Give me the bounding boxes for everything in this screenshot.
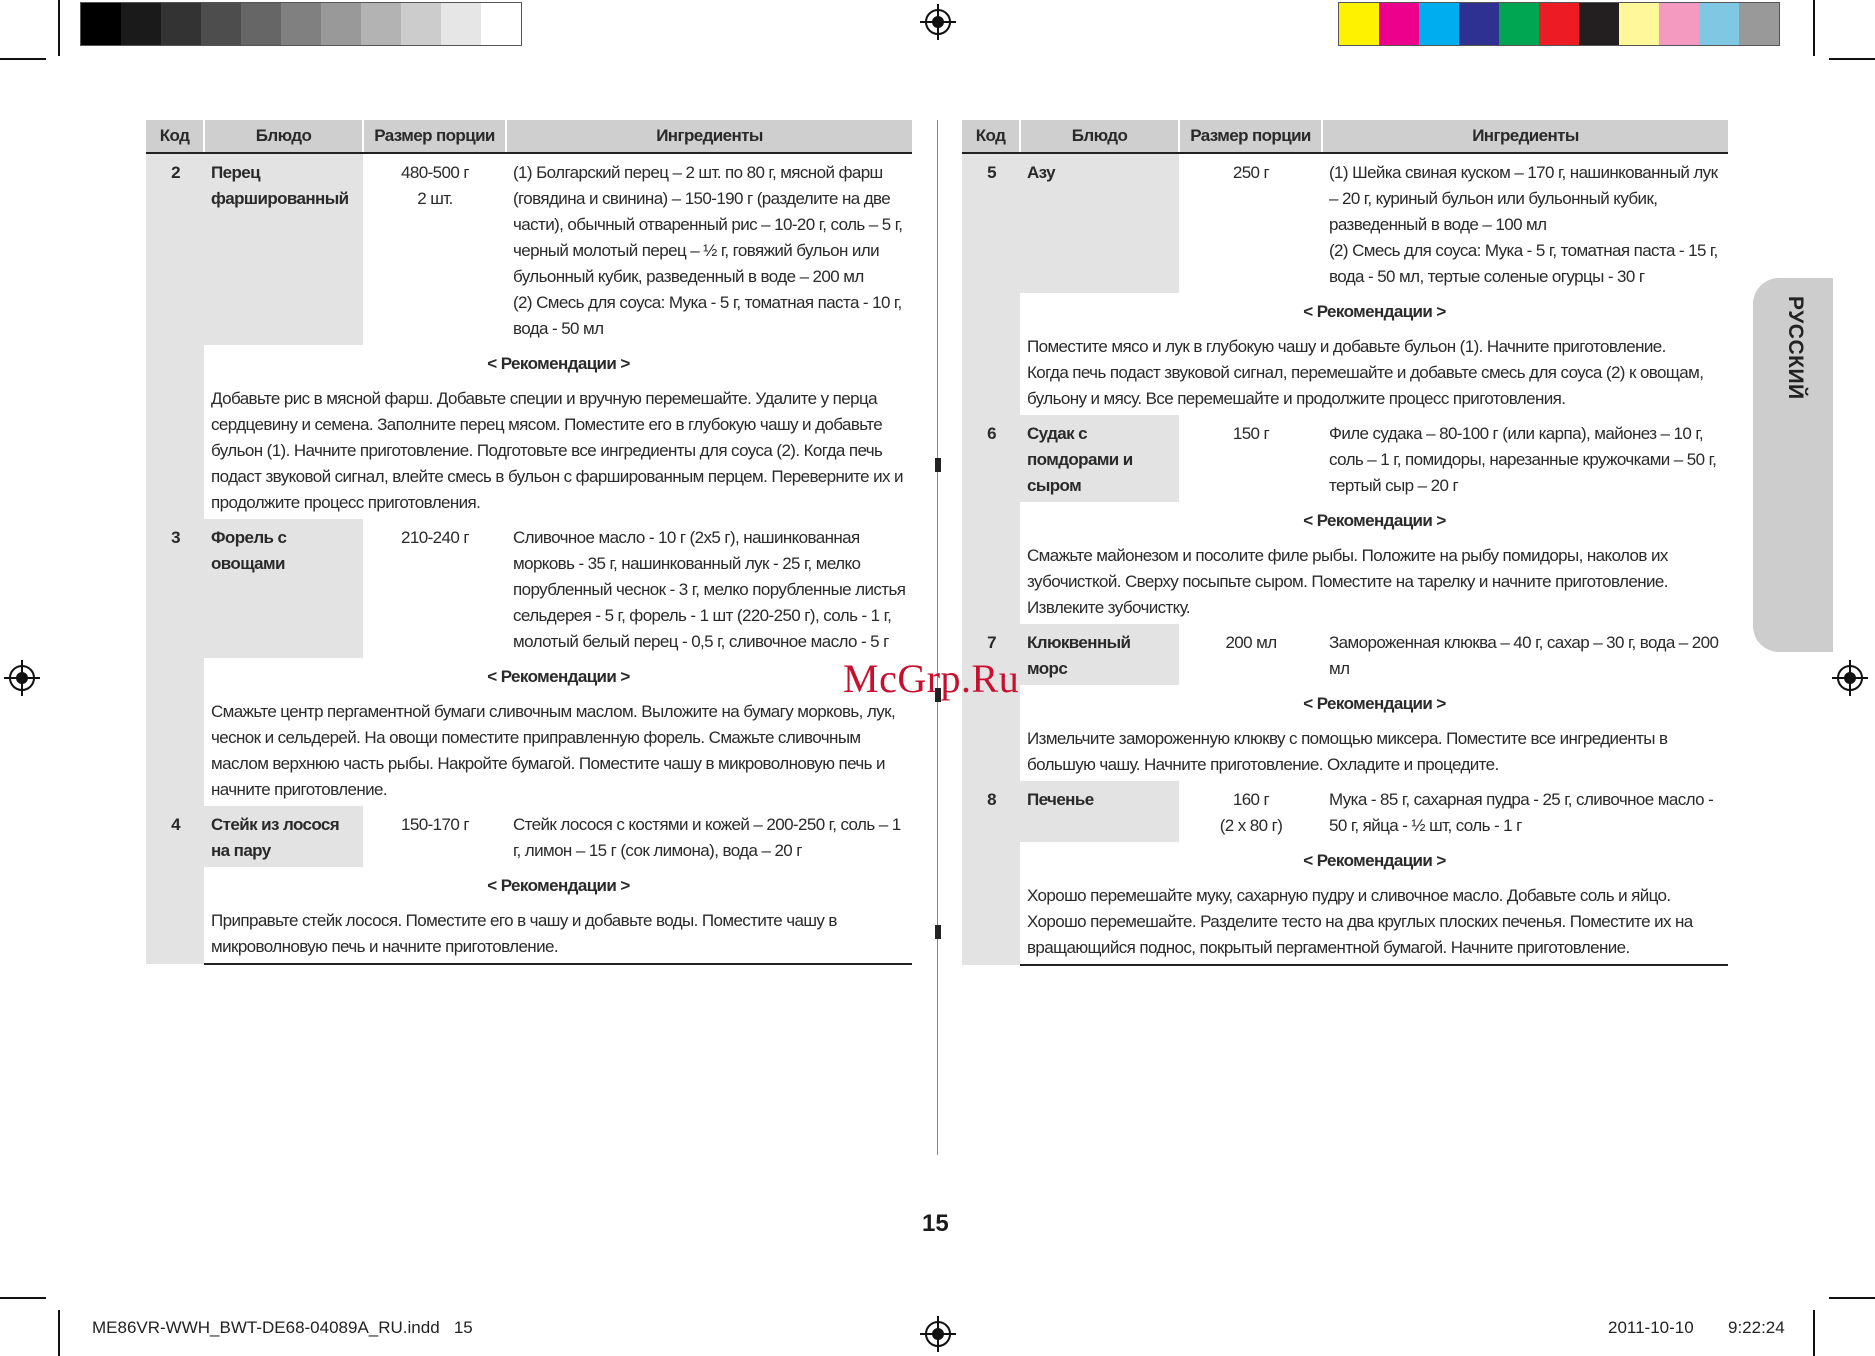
recipe-dish: Перец фаршированный bbox=[204, 153, 363, 345]
recipe-code: 8 bbox=[962, 781, 1020, 965]
center-divider bbox=[937, 120, 938, 1155]
recipe-dish: Форель с овощами bbox=[204, 519, 363, 658]
recipe-code: 5 bbox=[962, 153, 1020, 415]
recipe-dish: Клюквенный морс bbox=[1020, 624, 1179, 685]
recipe-ingredients: (1) Шейка свиная куском – 170 г, нашинкованный лук – 20 г, куриный бульон или бульонный кубик, разведенный в воде – 100 мл (2) Смесь для соуса: Мука - 5 г, томатная паста - 15 г, вода - 50 мл, тертые соленые огурцы - 30 г bbox=[1329, 163, 1718, 286]
recommendation-row bbox=[146, 902, 912, 964]
divider-tick bbox=[935, 925, 941, 939]
recipe-ingredients: Стейк лосося с костями и кожей – 200-250 г, соль – 1 г, лимон – 15 г (сок лимона), вода – 20 г bbox=[513, 815, 901, 860]
recipe-ingredients: Замороженная клюква – 40 г, сахар – 30 г, вода – 200 мл bbox=[1329, 633, 1719, 678]
recommendation-row bbox=[962, 328, 1728, 415]
crop-mark bbox=[1829, 1297, 1875, 1299]
calibration-swatch bbox=[1619, 3, 1659, 45]
recipe-ingredients: Мука - 85 г, сахарная пудра - 25 г, сливочное масло - 50 г, яйца - ½ шт, соль - 1 г bbox=[1329, 790, 1714, 835]
recipe-code: 2 bbox=[146, 153, 204, 519]
recipe-dish: Судак с помдорами и сыром bbox=[1020, 415, 1179, 502]
header-dish: Блюдо bbox=[204, 120, 363, 153]
footer-time: 9:22:24 bbox=[1728, 1318, 1785, 1337]
recommendation-row bbox=[146, 693, 912, 806]
calibration-swatch bbox=[1459, 3, 1499, 45]
recipe-code: 3 bbox=[146, 519, 204, 806]
language-label: РУССКИЙ bbox=[1784, 296, 1807, 400]
header-ingredients: Ингредиенты bbox=[1322, 120, 1728, 153]
recommendation-header-row bbox=[962, 685, 1728, 720]
recipe-row bbox=[962, 415, 1728, 502]
registration-mark-icon bbox=[4, 660, 40, 696]
header-ingredients: Ингредиенты bbox=[506, 120, 912, 153]
recipe-code: 6 bbox=[962, 415, 1020, 624]
recommendation-header-row bbox=[962, 502, 1728, 537]
recipe-code: 4 bbox=[146, 806, 204, 964]
calibration-swatch bbox=[281, 3, 321, 45]
color-calibration-bar bbox=[1338, 2, 1780, 46]
calibration-swatch bbox=[1699, 3, 1739, 45]
recipe-dish: Печенье bbox=[1020, 781, 1179, 842]
calibration-swatch bbox=[121, 3, 161, 45]
recommendation-row bbox=[146, 380, 912, 519]
recipe-portion: 250 г bbox=[1232, 163, 1270, 182]
recommendation-heading: < Рекомендации > bbox=[1303, 302, 1446, 321]
calibration-swatch bbox=[81, 3, 121, 45]
table-header-row bbox=[146, 120, 912, 153]
recipe-row bbox=[962, 781, 1728, 842]
recipe-portion: 150 г bbox=[1232, 424, 1270, 443]
registration-mark-icon bbox=[1832, 660, 1868, 696]
calibration-swatch bbox=[1739, 3, 1779, 45]
calibration-swatch bbox=[1379, 3, 1419, 45]
recipe-row bbox=[146, 519, 912, 658]
recommendation-heading: < Рекомендации > bbox=[1303, 694, 1446, 713]
recipe-portion: 150-170 г bbox=[401, 815, 469, 834]
recommendation-header-row bbox=[146, 867, 912, 902]
calibration-swatch bbox=[361, 3, 401, 45]
recommendation-text: Измельчите замороженную клюкву с помощью миксера. Поместите все ингредиенты в большую чашу. Начните приготовление. Охладите и процедите. bbox=[1027, 729, 1668, 774]
recipe-row bbox=[962, 153, 1728, 293]
recommendation-text: Поместите мясо и лук в глубокую чашу и добавьте бульон (1). Начните приготовление. Когда печь подаст звуковой сигнал, перемешайте и добавьте смесь для соуса (2) к овощам, бульону и мясу. Все перемешайте и продолжите процесс приготовления. bbox=[1027, 337, 1704, 408]
recommendation-row bbox=[962, 720, 1728, 781]
recommendation-heading: < Рекомендации > bbox=[1303, 851, 1446, 870]
recommendation-header-row bbox=[962, 842, 1728, 877]
crop-mark bbox=[1813, 0, 1815, 56]
recommendation-heading: < Рекомендации > bbox=[487, 354, 630, 373]
recipe-ingredients: Сливочное масло - 10 г (2x5 г), нашинкованная морковь - 35 г, нашинкованный лук - 25 г, мелко порубленный чеснок - 3 г, мелко порубленные листья сельдерея - 5 г, форель - 1 шт (220-250 г), соль - 1 г, молотый белый перец - 0,5 г, сливочное масло - 5 г bbox=[513, 528, 906, 651]
recipe-portion: 160 г (2 x 80 г) bbox=[1219, 790, 1283, 835]
registration-mark-icon bbox=[920, 1316, 956, 1352]
recommendation-text: Приправьте стейк лосося. Поместите его в чашу и добавьте воды. Поместите чашу в микроволновую печь и начните приготовление. bbox=[204, 902, 912, 964]
recommendation-heading: < Рекомендации > bbox=[1303, 511, 1446, 530]
calibration-swatch bbox=[1339, 3, 1379, 45]
recommendation-heading: < Рекомендации > bbox=[487, 876, 630, 895]
header-code: Код bbox=[962, 120, 1020, 153]
registration-mark-icon bbox=[920, 4, 956, 40]
recommendation-row bbox=[962, 537, 1728, 624]
language-side-tab bbox=[1753, 278, 1833, 652]
page-number: 15 bbox=[922, 1210, 949, 1237]
calibration-swatch bbox=[441, 3, 481, 45]
calibration-swatch bbox=[1419, 3, 1459, 45]
divider-tick bbox=[935, 458, 941, 472]
calibration-swatch bbox=[401, 3, 441, 45]
recipe-ingredients: (1) Болгарский перец – 2 шт. по 80 г, мясной фарш (говядина и свинина) – 150-190 г (разделите на две части), обычный отваренный рис – 10-20 г, соль – 5 г, черный молотый перец – ½ г, говяжий бульон или бульонный кубик, разведенный в воде – 200 мл (2) Смесь для соуса: Мука - 5 г, томатная паста - 10 г, вода - 50 мл bbox=[513, 163, 903, 338]
recommendation-row bbox=[962, 877, 1728, 965]
watermark: McGrp.Ru bbox=[843, 656, 1020, 701]
calibration-swatch bbox=[1659, 3, 1699, 45]
calibration-swatch bbox=[321, 3, 361, 45]
recipe-row bbox=[146, 806, 912, 867]
recommendation-heading: < Рекомендации > bbox=[487, 667, 630, 686]
recommendation-header-row bbox=[146, 658, 912, 693]
crop-mark bbox=[58, 0, 60, 56]
recommendation-text: Смажьте майонезом и посолите филе рыбы. Положите на рыбу помидоры, наколов их зубочисткой. Сверху посыпьте сыром. Поместите на тарелку и начните приготовление. Извлеките зубочистку. bbox=[1027, 546, 1668, 617]
footer-filename: ME86VR-WWH_BWT-DE68-04089A_RU.indd 15 bbox=[92, 1318, 473, 1337]
crop-mark bbox=[1813, 1310, 1815, 1356]
calibration-swatch bbox=[241, 3, 281, 45]
crop-mark bbox=[1829, 58, 1875, 60]
recipe-portion: 200 мл bbox=[1225, 633, 1277, 652]
recipe-ingredients: Филе судака – 80-100 г (или карпа), майонез – 10 г, соль – 1 г, помидоры, нарезанные кружочками – 50 г, тертый сыр – 20 г bbox=[1329, 424, 1717, 495]
recipe-row bbox=[962, 624, 1728, 685]
recipe-table-left bbox=[146, 120, 912, 965]
recipe-portion: 480-500 г 2 шт. bbox=[401, 163, 469, 208]
header-portion: Размер порции bbox=[1179, 120, 1322, 153]
crop-mark bbox=[0, 58, 46, 60]
recipe-row bbox=[146, 153, 912, 345]
footer-date: 2011-10-10 bbox=[1608, 1318, 1694, 1337]
crop-mark bbox=[58, 1310, 60, 1356]
crop-mark bbox=[0, 1297, 46, 1299]
recipe-dish: Стейк из лосося на пару bbox=[204, 806, 363, 867]
header-code: Код bbox=[146, 120, 204, 153]
recommendation-header-row bbox=[146, 345, 912, 380]
calibration-swatch bbox=[481, 3, 521, 45]
recipe-table-right bbox=[962, 120, 1728, 966]
header-portion: Размер порции bbox=[363, 120, 506, 153]
recommendation-text: Добавьте рис в мясной фарш. Добавьте специи и вручную перемешайте. Удалите у перца сердцевину и семена. Заполните перец мясом. Поместите его в глубокую чашу и добавьте бульон (1). Начните приготовление. Подготовьте все ингредиенты для соуса (2). Когда печь подаст звуковой сигнал, влейте смесь в бульон с фаршированным перцем. Переверните их и продолжите процесс приготовления. bbox=[211, 389, 903, 512]
recipe-dish: Азу bbox=[1020, 153, 1179, 293]
recommendation-header-row bbox=[962, 293, 1728, 328]
calibration-swatch bbox=[201, 3, 241, 45]
calibration-swatch bbox=[1499, 3, 1539, 45]
calibration-swatch bbox=[161, 3, 201, 45]
grayscale-calibration-bar bbox=[80, 2, 522, 46]
header-dish: Блюдо bbox=[1020, 120, 1179, 153]
calibration-swatch bbox=[1539, 3, 1579, 45]
recipe-portion: 210-240 г bbox=[401, 528, 469, 547]
recommendation-text: Смажьте центр пергаментной бумаги сливочным маслом. Выложите на бумагу морковь, лук, чеснок и сельдерей. На овощи поместите приправленную форель. Смажьте сливочным маслом верхнюю часть рыбы. Накройте бумагой. Поместите чашу в микроволновую печь и начните приготовление. bbox=[211, 702, 896, 799]
calibration-swatch bbox=[1579, 3, 1619, 45]
table-header-row bbox=[962, 120, 1728, 153]
recipe-code: 7 bbox=[962, 624, 1020, 781]
recommendation-text: Хорошо перемешайте муку, сахарную пудру и сливочное масло. Добавьте соль и яйцо. Хорошо перемешайте. Разделите тесто на два круглых плоских печенья. Поместите их на вращающийся поднос, покрытый пергаментной бумагой. Начните приготовление. bbox=[1020, 877, 1728, 965]
